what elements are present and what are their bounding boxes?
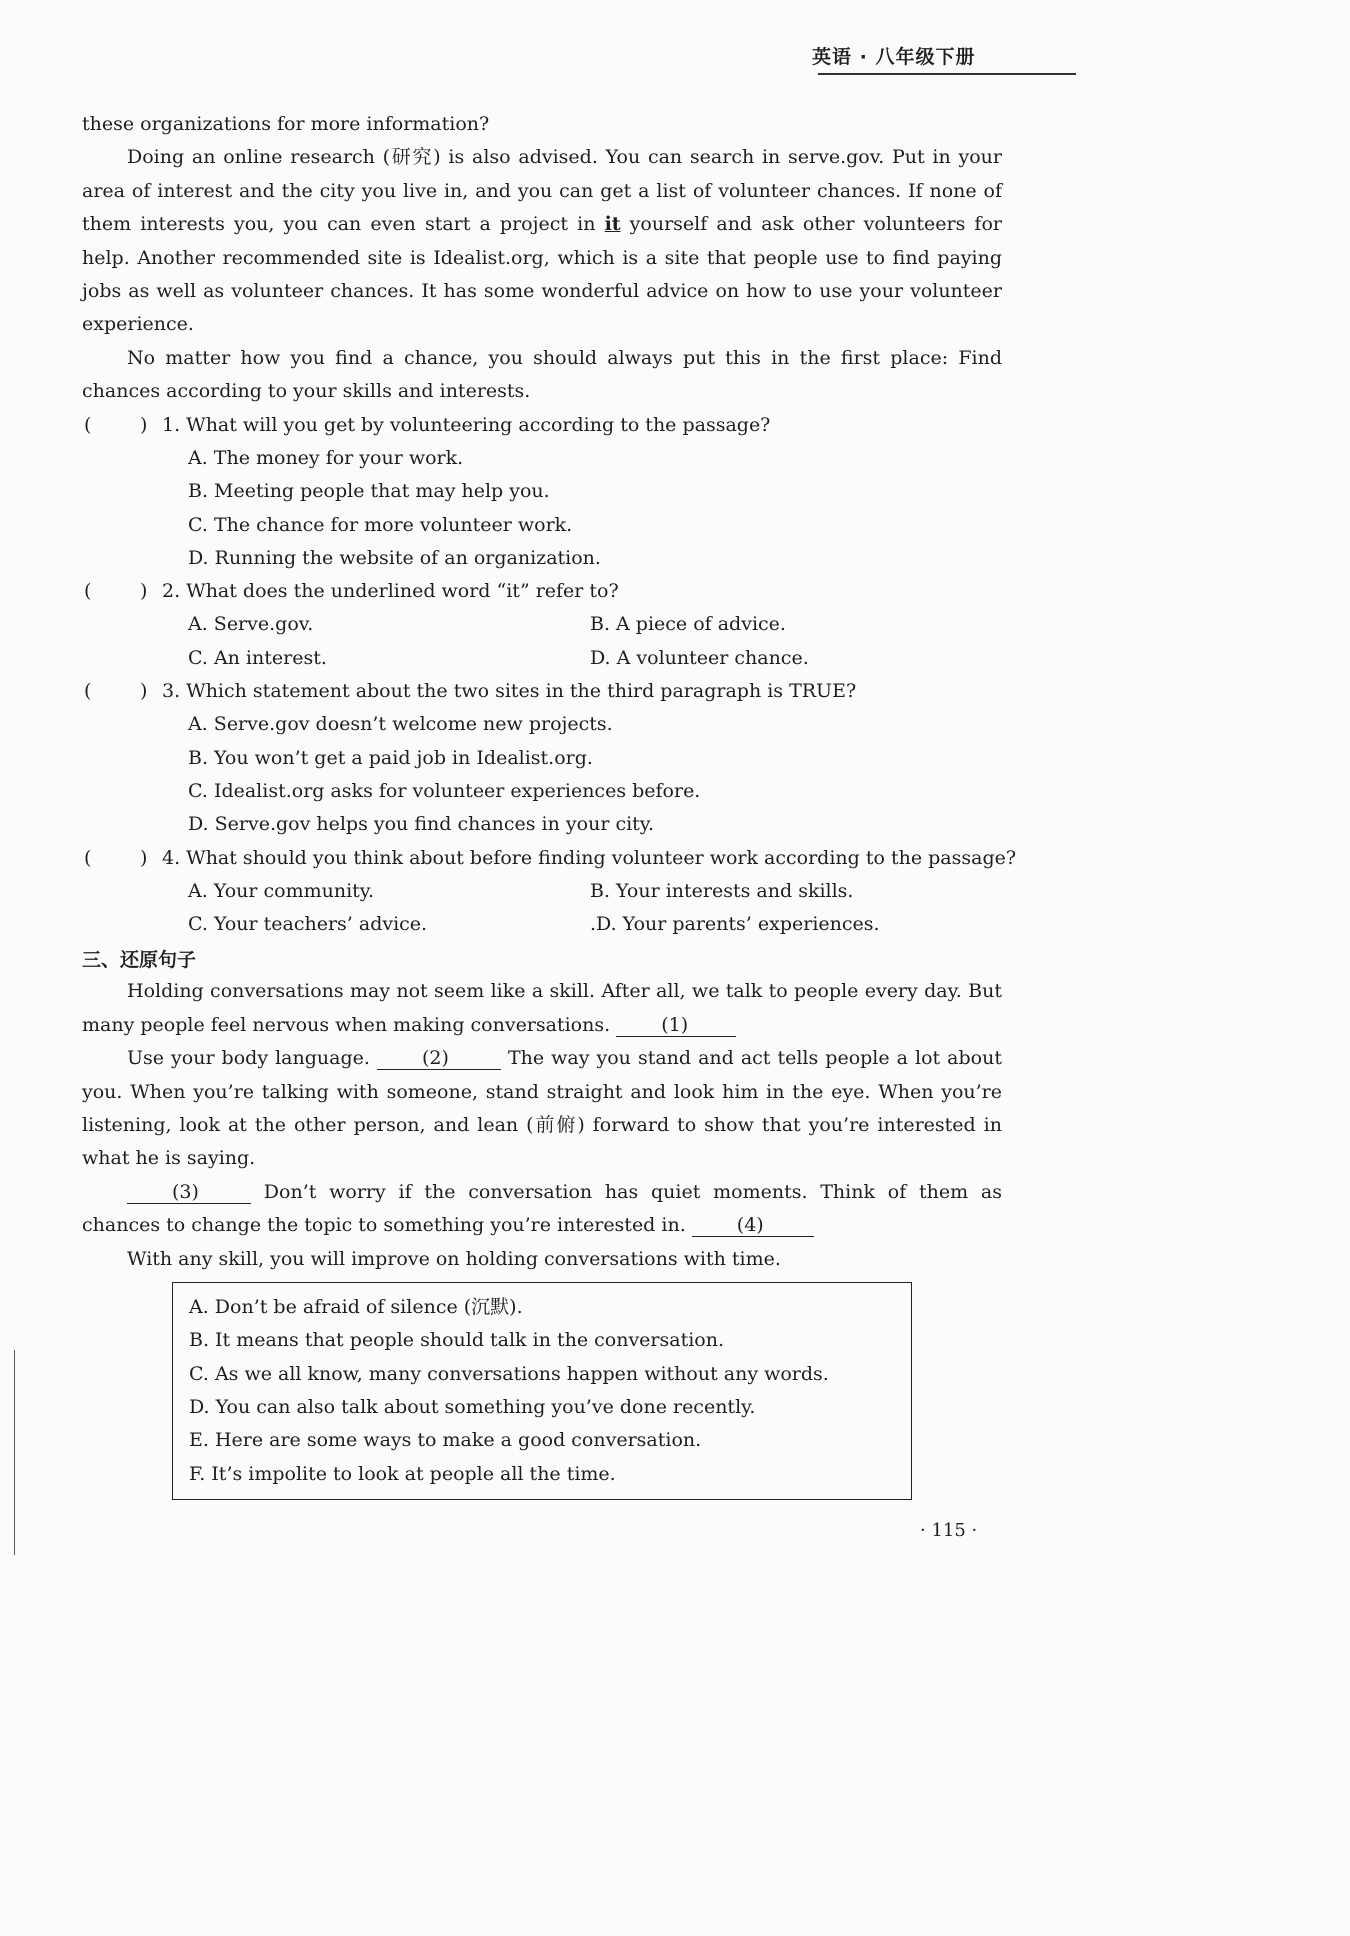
options-box	[172, 1282, 912, 1500]
underlined-word: it	[604, 213, 621, 236]
blank-3[interactable]: (3)	[127, 1181, 251, 1204]
section-paragraph: With any skill, you will improve on holding conversations with time.	[127, 1247, 781, 1270]
option: A. The money for your work.	[188, 446, 464, 469]
question-stem: 4. What should you think about before finding volunteer work according to the passage?	[162, 846, 1017, 869]
option: A. Serve.gov doesn’t welcome new projects.	[188, 713, 613, 736]
section-paragraph	[82, 975, 1002, 1042]
option: B. A piece of advice.	[590, 613, 786, 636]
answer-bracket-close: )	[140, 846, 148, 869]
page-number: · 115 ·	[920, 1520, 978, 1541]
section-title: 三、还原句子	[82, 949, 197, 972]
option: C. Your teachers’ advice.	[188, 913, 428, 936]
option: B. You won’t get a paid job in Idealist.org.	[188, 746, 593, 769]
answer-bracket-open[interactable]: (	[84, 846, 92, 869]
answer-bracket-open[interactable]: (	[84, 413, 92, 436]
answer-bracket-open[interactable]: (	[84, 680, 92, 703]
section-text: Use your body language.	[127, 1047, 370, 1070]
question-4	[82, 842, 1017, 875]
page-header: 英语 · 八年级下册	[812, 46, 976, 68]
option: A. Serve.gov.	[188, 613, 314, 636]
option: B. Meeting people that may help you.	[188, 480, 550, 503]
section-text: Holding conversations may not seem like a skill. After all, we talk to people every day. But many people feel nervous when making conversations.	[82, 980, 1002, 1036]
option-row	[82, 875, 1002, 908]
section-text: The way you stand and act tells people a lot about you. When you’re talking with someone, stand straight and look him in the eye. When you’re listening, look at the other person, and lean (前俯) forward to show that you’re interested in what he is saying.	[82, 1047, 1002, 1170]
option: C. Idealist.org asks for volunteer experiences before.	[188, 779, 701, 802]
option: D. Serve.gov helps you find chances in your city.	[188, 813, 655, 836]
question-3	[82, 675, 1002, 708]
option-row	[82, 908, 1002, 941]
blank-4[interactable]: (4)	[692, 1214, 814, 1237]
answer-bracket-open[interactable]: (	[84, 580, 92, 603]
section-text: Don’t worry if the conversation has quiet moments. Think of them as chances to change the topic to something you’re interested in.	[82, 1180, 1003, 1237]
section-paragraph	[82, 1176, 1002, 1243]
question-stem: 3. Which statement about the two sites in the third paragraph is TRUE?	[162, 680, 857, 703]
header-rule	[818, 73, 1076, 75]
answer-bracket-close: )	[140, 680, 148, 703]
option: C. The chance for more volunteer work.	[188, 513, 573, 536]
passage-text: yourself and ask other volunteers for help. Another recommended site is Idealist.org, which is a site that people use to find paying jobs as well as volunteer chances. It has some wonderful advice on how to use your volunteer experience.	[82, 213, 1002, 336]
blank-1[interactable]: (1)	[616, 1014, 736, 1037]
answer-bracket-close: )	[140, 580, 148, 603]
option: D. A volunteer chance.	[590, 646, 809, 669]
page-content	[82, 108, 1017, 1500]
option: D. Running the website of an organization.	[188, 546, 601, 569]
question-2	[82, 575, 1002, 608]
question-1	[82, 409, 1002, 442]
option: C. An interest.	[188, 646, 327, 669]
passage-paragraph	[82, 141, 1002, 341]
box-option: A. Don’t be afraid of silence (沉默).	[189, 1296, 523, 1319]
option-row	[82, 642, 1002, 675]
passage-paragraph: No matter how you find a chance, you should always put this in the first place: Find chances according to your skills and interests.	[82, 346, 1002, 403]
question-stem: 1. What will you get by volunteering according to the passage?	[162, 413, 771, 436]
page-edge-line	[14, 1350, 15, 1555]
passage-text: Doing an online research (研究) is also advised. You can search in serve.gov. Put in your area of interest and the city you live in, and you can get a list of volunteer chances. If none of them interests you, you can even start a project in	[82, 146, 1002, 236]
question-stem: 2. What does the underlined word “it” refer to?	[162, 580, 619, 603]
section-paragraph	[82, 1042, 1002, 1176]
box-option: F. It’s impolite to look at people all the time.	[189, 1462, 616, 1485]
box-option: B. It means that people should talk in the conversation.	[189, 1329, 725, 1352]
blank-2[interactable]: (2)	[377, 1047, 501, 1070]
option: A. Your community.	[188, 879, 375, 902]
box-option: C. As we all know, many conversations happen without any words.	[189, 1362, 829, 1385]
option: .D. Your parents’ experiences.	[590, 913, 880, 936]
passage-paragraph: these organizations for more information?	[82, 113, 490, 135]
box-option: E. Here are some ways to make a good conversation.	[189, 1429, 702, 1452]
option-row	[82, 608, 1002, 641]
option: B. Your interests and skills.	[590, 879, 854, 902]
answer-bracket-close: )	[140, 413, 148, 436]
box-option: D. You can also talk about something you’ve done recently.	[189, 1395, 756, 1418]
